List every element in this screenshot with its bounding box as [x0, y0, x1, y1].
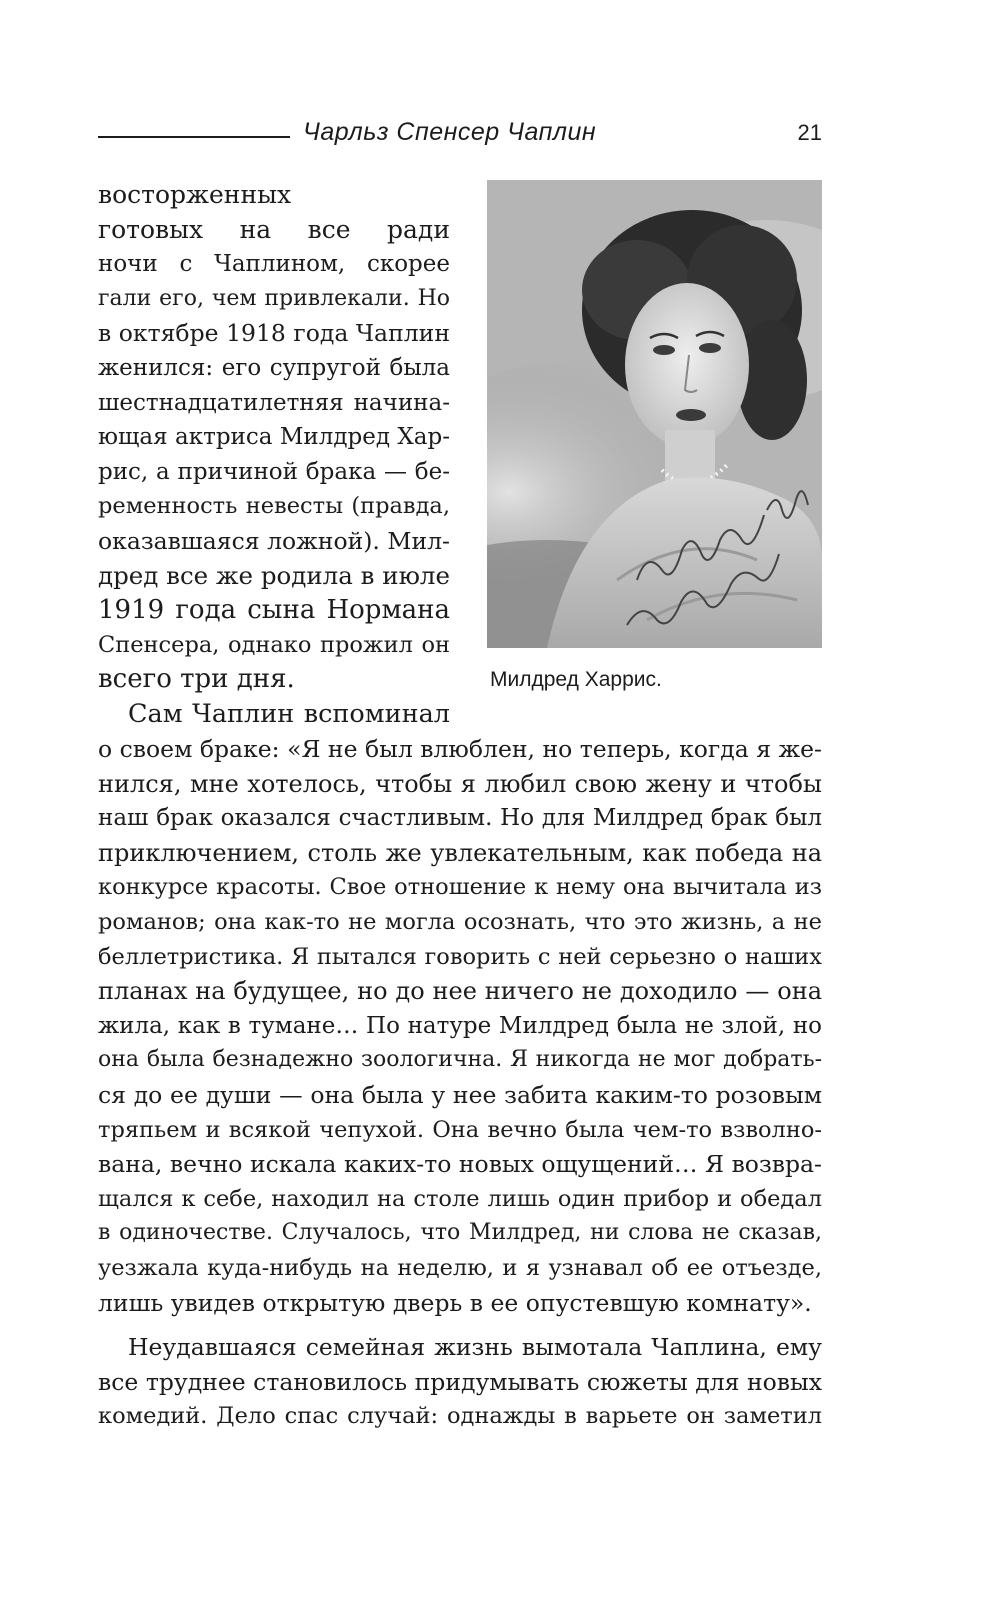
text-line: романов; она как-то не могла осознать, что это жизнь, а не — [98, 908, 822, 935]
full-width-text — [98, 732, 822, 1434]
text-line: ющая актриса Милдред Хар- — [98, 424, 450, 451]
portrait-photo — [487, 180, 822, 648]
text-line: наш брак оказался счастливым. Но для Милдред брак был — [98, 805, 822, 832]
text-line: щался к себе, находил на столе лишь один прибор и обедал — [98, 1185, 822, 1212]
portrait-illustration — [487, 180, 822, 648]
text-line: в одиночестве. Случалось, что Милдред, ни слова не сказав, — [98, 1220, 822, 1246]
text-line: оказавшаяся ложной). Мил- — [98, 526, 450, 555]
text-line: тряпьем и всякой чепухой. Она вечно была чем-то взволно- — [98, 1116, 822, 1143]
page-number: 21 — [797, 120, 822, 145]
header-rule — [98, 136, 290, 138]
text-line: ся до ее души — она была у нее забита каким-то розовым — [98, 1080, 822, 1109]
photo-caption: Милдред Харрис. — [490, 668, 662, 691]
column-text — [98, 178, 450, 732]
text-line: в октябре 1918 года Чаплин — [98, 319, 450, 348]
text-line: она была безнадежно зоологична. Я никогда не мог добрать- — [98, 1047, 822, 1073]
text-line: о своем браке: «Я не был влюблен, но теперь, когда я же- — [98, 735, 822, 763]
text-line: рис, а причиной брака — бе- — [98, 458, 450, 485]
text-line: гали его, чем привлекали. Но — [98, 285, 450, 311]
text-line: шестнадцатилетняя начина- — [98, 389, 450, 416]
text-line: комедий. Дело спас случай: однажды в варьете он заметил — [98, 1403, 822, 1430]
text-line: планах на будущее, но до нее ничего не доходило — она — [98, 977, 822, 1006]
text-line: уезжала куда-нибудь на неделю, и я узнавал об ее отъезде, — [98, 1254, 822, 1281]
text-line: жила, как в тумане… По натуре Милдред была не злой, но — [98, 1012, 822, 1039]
text-line: готовых на все ради — [98, 214, 450, 244]
text-line-indented: Неудавшаяся семейная жизнь вымотала Чаплина, ему — [128, 1333, 822, 1362]
text-line: беллетристика. Я пытался говорить с ней серьезно о наших — [98, 943, 822, 970]
text-line: всего три дня. — [98, 664, 295, 695]
text-line: конкурсе красоты. Свое отношение к нему она вычитала из — [98, 874, 822, 901]
text-line: ночи с Чаплином, скорее — [98, 251, 450, 278]
text-line: все труднее становилось придумывать сюжеты для новых — [98, 1367, 822, 1396]
text-line: лишь увидев открытую дверь в ее опустевшую комнату». — [98, 1288, 812, 1317]
photo-image — [487, 180, 822, 648]
text-line: приключением, столь же увлекательным, как победа на — [98, 838, 822, 867]
running-title: Чарльз Спенсер Чаплин — [303, 118, 597, 146]
running-header — [98, 118, 822, 158]
paragraph-gap — [98, 1320, 822, 1330]
text-line: вана, вечно искала каких-то новых ощущений… Я возвра- — [98, 1150, 822, 1179]
text-line: восторженных — [98, 180, 292, 209]
text-line: дред все же родила в июле — [98, 560, 450, 590]
text-line: женился: его супругой была — [98, 354, 450, 381]
text-line: ременность невесты (правда, — [98, 493, 450, 520]
text-line: Спенсера, однако прожил он — [98, 631, 450, 658]
text-line: нился, мне хотелось, чтобы я любил свою жену и чтобы — [98, 769, 822, 798]
text-line-indented: Сам Чаплин вспоминал — [128, 698, 450, 729]
text-line: 1919 года сына Нормана — [98, 595, 450, 626]
